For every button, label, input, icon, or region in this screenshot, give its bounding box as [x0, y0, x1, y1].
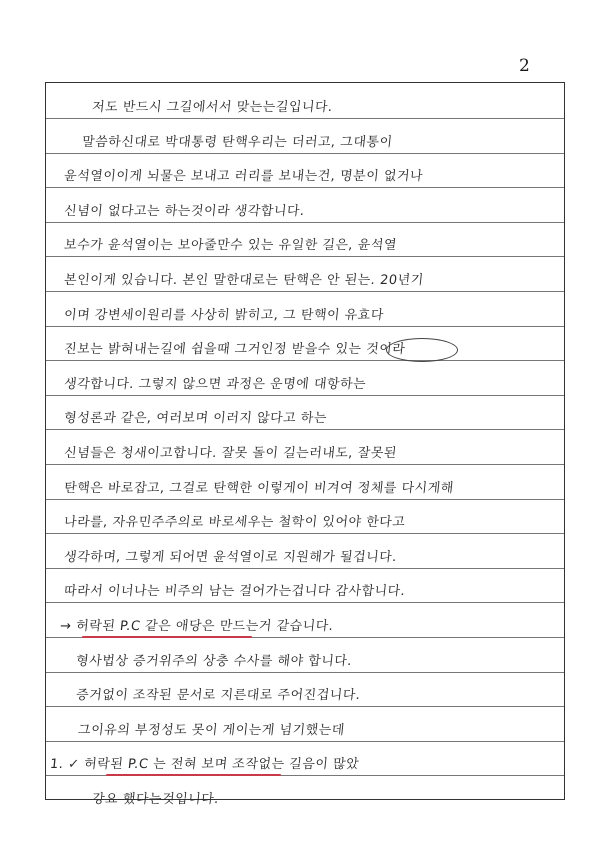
ruled-line: [46, 741, 564, 742]
handwritten-line: 따라서 이너나는 비주의 남는 걸어가는겁니다 감사합니다.: [63, 584, 407, 600]
handwritten-line: 보수가 윤석열이는 보아줄만수 있는 유일한 길은, 윤석열: [63, 238, 398, 254]
ruled-line: [46, 533, 564, 534]
handwritten-line: 형성론과 같은, 여러보며 이러지 않다고 하는: [63, 411, 328, 427]
handwritten-line: 생각합니다. 그렇지 않으면 과정은 운명에 대항하는: [63, 376, 367, 392]
red-underline: [106, 774, 281, 776]
ruled-line: [46, 256, 564, 257]
handwritten-line: 신념이 없다고는 하는것이라 생각합니다.: [63, 203, 306, 219]
handwritten-line: 1. ✓ 허락된 P.C 는 전혀 보며 조작없는 길음이 많았: [49, 757, 360, 773]
page-number: 2: [519, 56, 530, 76]
ruled-line: [46, 568, 564, 569]
handwritten-line: 탄핵은 바로잡고, 그걸로 탄핵한 이렇게이 비겨여 정체를 다시게해: [63, 480, 455, 496]
ruled-line: [46, 360, 564, 361]
ruled-line: [46, 706, 564, 707]
ruled-line: [46, 118, 564, 119]
handwritten-line: 본인이게 있습니다. 본인 말한대로는 탄핵은 안 된는. 20년기: [63, 273, 425, 288]
ruled-line: [46, 326, 564, 327]
ruled-line: [46, 153, 564, 154]
handwritten-line: 증거없이 조작된 문서로 지른대로 주어진겁니다.: [75, 688, 362, 704]
handwritten-line: 신념들은 청새이고합니다. 잘못 돌이 길는러내도, 잘못된: [63, 446, 398, 461]
handwritten-line: → 허락된 P.C 같은 애당은 만드는거 같습니다.: [59, 619, 335, 634]
ruled-line: [46, 222, 564, 223]
handwritten-line: 그이유의 부정성도 못이 게이는게 넘기했는데: [77, 722, 346, 738]
handwritten-line: 진보는 밝혀내는길에 쉽을때 그거인정 받을수 있는 것이라: [63, 342, 407, 358]
ruled-line: [46, 395, 564, 396]
handwritten-line: 이며 강변세이원리를 사상히 밝히고, 그 탄핵이 유효다: [63, 307, 385, 323]
ruled-line: [46, 291, 564, 292]
ruled-line: [46, 499, 564, 500]
handwritten-line: 강요 했다는것입니다.: [91, 792, 220, 807]
handwritten-line: 저도 반드시 그길에서서 맞는는길입니다.: [91, 100, 334, 115]
handwritten-line: 나라를, 자유민주주의로 바로세우는 철학이 있어야 한다고: [63, 515, 407, 531]
handwritten-line: 생각하며, 그렇게 되어면 윤석열이로 지원해가 될겁니다.: [63, 549, 398, 565]
ruled-line: [46, 429, 564, 430]
circled-word: [386, 338, 458, 362]
ruled-line: [46, 464, 564, 465]
lined-paper: [45, 82, 565, 807]
red-underline: [82, 636, 252, 638]
ruled-line: [46, 187, 564, 188]
handwritten-line: 윤석열이이게 뇌물은 보내고 러리를 보내는건, 명분이 없거나: [63, 169, 424, 185]
handwritten-line: 형사법상 증거위주의 상충 수사를 해야 합니다.: [75, 653, 353, 669]
ruled-line: [46, 602, 564, 603]
ruled-line: [46, 672, 564, 673]
handwritten-line: 말씀하신대로 박대통령 탄핵우리는 더러고, 그대통이: [81, 134, 394, 150]
